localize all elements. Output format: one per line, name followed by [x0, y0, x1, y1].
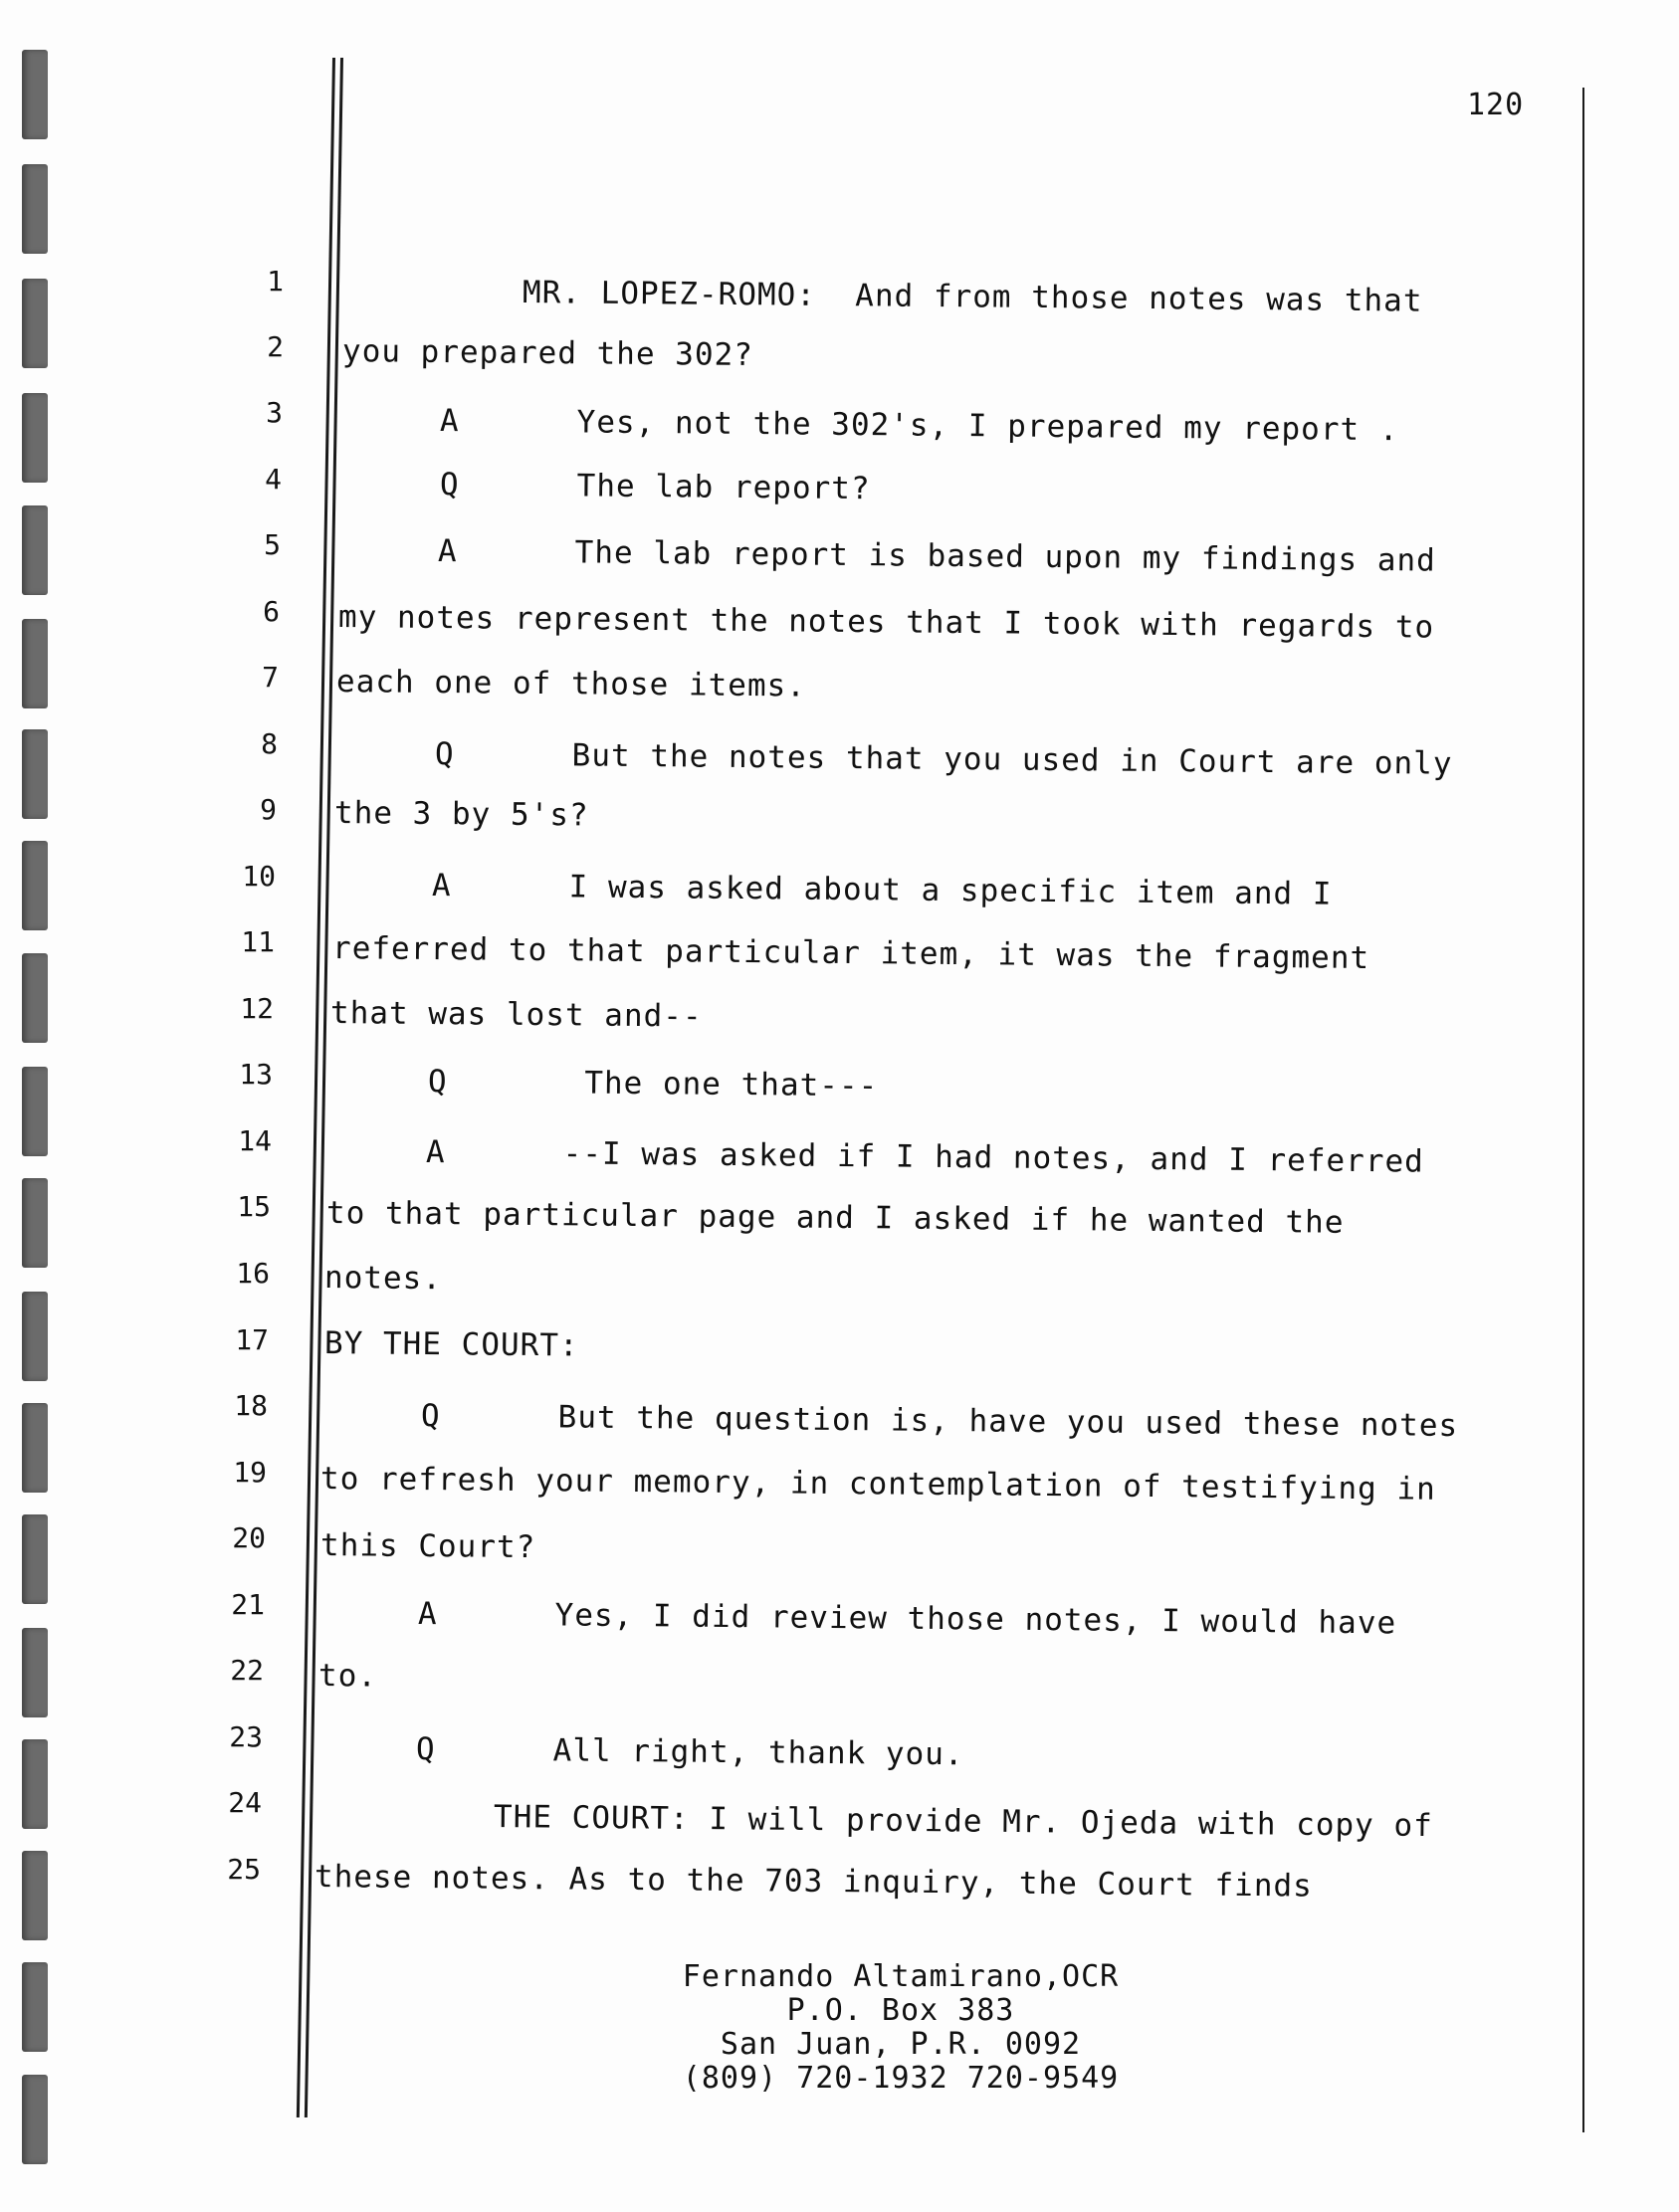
line-number: 3: [266, 396, 283, 429]
line-number: 5: [264, 528, 281, 561]
transcript-line: to.: [317, 1658, 378, 1695]
binder-hole: [22, 619, 48, 708]
binder-hole: [22, 50, 48, 139]
binder-hole: [22, 729, 48, 819]
line-number: 8: [261, 727, 278, 760]
reporter-name: Fernando Altamirano,OCR: [682, 1959, 1120, 1994]
transcript-line: A The lab report is based upon my findings and: [437, 533, 1436, 579]
binder-hole: [22, 1851, 48, 1940]
transcript-line: that was lost and--: [329, 995, 703, 1035]
transcript-line: Q The lab report?: [439, 467, 871, 507]
line-number: 1: [267, 265, 284, 298]
line-number: 25: [227, 1853, 261, 1886]
left-margin-rule: [297, 58, 335, 2117]
line-number: 6: [263, 595, 280, 628]
line-number: 9: [260, 793, 277, 826]
transcript-line: A I was asked about a specific item and I: [431, 868, 1333, 912]
binder-hole: [22, 505, 48, 595]
line-number: 16: [236, 1257, 270, 1290]
left-margin-rule: [305, 58, 343, 2117]
line-number: 19: [233, 1456, 267, 1489]
line-number: 15: [237, 1190, 271, 1223]
line-number: 17: [235, 1323, 269, 1356]
binder-hole: [22, 393, 48, 483]
binder-hole: [22, 1178, 48, 1268]
binder-hole: [22, 1628, 48, 1717]
line-number: 4: [265, 463, 282, 496]
transcript-line: notes.: [323, 1260, 443, 1298]
line-number: 14: [238, 1124, 272, 1157]
line-number: 2: [267, 330, 284, 363]
transcript-line: A Yes, not the 302's, I prepared my report .: [439, 403, 1399, 449]
transcript-line: MR. LOPEZ-ROMO: And from those notes was that: [522, 275, 1423, 319]
line-number: 23: [229, 1720, 263, 1753]
binder-hole: [22, 279, 48, 368]
line-number: 21: [231, 1588, 265, 1621]
transcript-line: to refresh your memory, in contemplation of testifying in: [319, 1461, 1436, 1508]
reporter-po-box: P.O. Box 383: [786, 1993, 1015, 2028]
transcript-line: to that particular page and I asked if he wanted the: [325, 1195, 1345, 1241]
transcript-line: the 3 by 5's?: [333, 795, 589, 834]
line-number: 12: [240, 992, 274, 1025]
transcript-line: each one of those items.: [335, 664, 807, 704]
binder-hole: [22, 1514, 48, 1604]
page-number: 120: [1467, 88, 1525, 122]
line-number: 11: [241, 925, 275, 958]
right-margin-rule: [1582, 88, 1584, 2132]
line-number: 24: [228, 1786, 262, 1819]
line-number: 13: [239, 1058, 273, 1091]
transcript-line: referred to that particular item, it was the fragment: [331, 930, 1370, 977]
transcript-line: Q But the question is, have you used these notes: [420, 1398, 1459, 1445]
line-number: 10: [242, 860, 276, 893]
binder-hole: [22, 841, 48, 930]
reporter-footer: [557, 1960, 1244, 2096]
binder-hole: [22, 1067, 48, 1156]
line-number: 7: [262, 661, 279, 694]
transcript-line: A Yes, I did review those notes, I would have: [417, 1596, 1397, 1642]
transcript-line: Q The one that---: [427, 1064, 879, 1105]
transcript-line: my notes represent the notes that I took with regards to: [337, 599, 1435, 646]
binder-hole: [22, 1292, 48, 1381]
binder-hole: [22, 164, 48, 254]
line-number: 20: [232, 1521, 266, 1554]
binder-hole: [22, 1739, 48, 1829]
transcript-line: these notes. As to the 703 inquiry, the Court finds: [314, 1859, 1313, 1905]
transcript-line: Q But the notes that you used in Court are only: [434, 736, 1453, 782]
transcript-line: THE COURT: I will provide Mr. Ojeda with copy of: [493, 1799, 1433, 1845]
transcript-line: Q All right, thank you.: [415, 1731, 964, 1773]
line-number: 22: [230, 1654, 264, 1687]
line-number: 18: [234, 1389, 268, 1422]
binder-hole: [22, 1962, 48, 2052]
reporter-city: San Juan, P.R. 0092: [720, 2027, 1082, 2062]
binder-hole: [22, 2075, 48, 2164]
transcript-line: this Court?: [319, 1527, 536, 1566]
binder-hole: [22, 953, 48, 1043]
transcript-line: A --I was asked if I had notes, and I referred: [425, 1134, 1424, 1180]
transcript-line: you prepared the 302?: [341, 333, 754, 373]
reporter-phones: (809) 720-1932 720-9549: [682, 2061, 1120, 2096]
binder-hole: [22, 1403, 48, 1493]
transcript-line: BY THE COURT:: [323, 1325, 579, 1364]
